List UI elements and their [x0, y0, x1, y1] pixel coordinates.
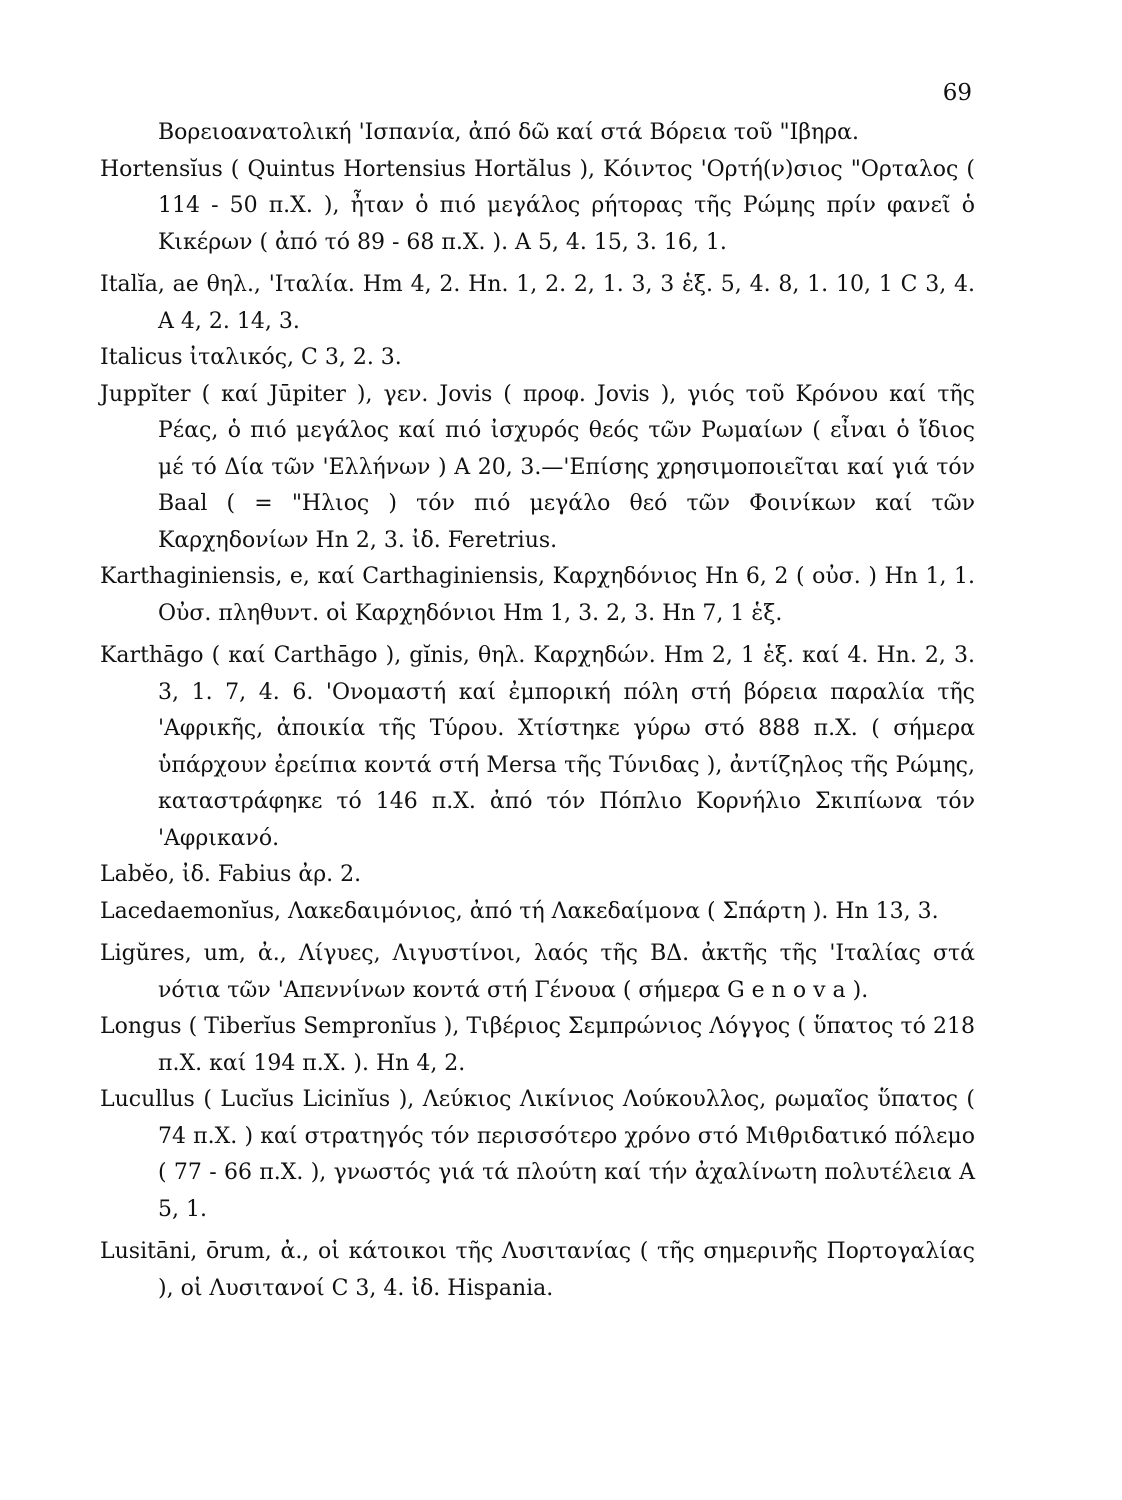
- entry-italia: Italĭa, ae θηλ., 'Ιταλία. Hm 4, 2. Hn. 1, 2. 2, 1. 3, 3 ἑξ. 5, 4. 8, 1. 10, 1 C 3, 4. A 4, 2. 14, 3.: [100, 272, 975, 334]
- entry-continuation: Βορειοανατολική 'Ισπανία, ἀπό δῶ καί στά Βόρεια τοῦ "Ιβηρα.: [158, 120, 860, 145]
- entry-italicus: Italicus ἰταλικός, C 3, 2. 3.: [100, 345, 402, 370]
- entry-karthago: Karthāgo ( καί Carthāgo ), gĭnis, θηλ. Καρχηδών. Hm 2, 1 ἑξ. καί 4. Hn. 2, 3. 3, 1. 7, 4. 6. 'Ονομαστή καί ἐμπορική πόλη στή βόρεια παραλία τῆς 'Αφρικῆς, ἀποικία τῆς Τύρου. Χτίστηκε γύρω στό 888 π.Χ. ( σήμερα ὑπάρχουν ἐρείπια κοντά στή Mersa τῆς Τύνιδας ), ἀντίζηλος τῆς Ρώμης, καταστράφηκε τό 146 π.Χ. ἀπό τόν Πόπλιο Κορνήλιο Σκιπίωνα τόν 'Αφρικανό.: [100, 643, 975, 851]
- entry-lucullus: Lucullus ( Lucĭus Licinĭus ), Λεύκιος Λικίνιος Λούκουλλος, ρωμαῖος ὕπατος ( 74 π.Χ. ) καί στρατηγός τόν περισσότερο χρόνο στό Μιθριδατικό πόλεμο ( 77 - 66 π.Χ. ), γνωστός γιά τά πλούτη καί τήν ἀχαλίνωτη πολυτέλεια A 5, 1.: [100, 1087, 975, 1222]
- page-number: 69: [942, 80, 972, 106]
- entry-karthaginiensis: Karthaginiensis, e, καί Carthaginiensis, Καρχηδόνιος Hn 6, 2 ( οὐσ. ) Hn 1, 1. Οὐσ. πληθυντ. οἱ Καρχηδόνιοι Hm 1, 3. 2, 3. Hn 7, 1 ἑξ.: [100, 564, 975, 626]
- entry-juppiter: Juppĭter ( καί Jūpiter ), γεν. Jovis ( προφ. Jovis ), γιός τοῦ Κρόνου καί τῆς Ρέας, ὁ πιό μεγάλος καί πιό ἰσχυρός θεός τῶν Ρωμαίων ( εἶναι ὁ ἴδιος μέ τό Δία τῶν 'Ελλήνων ) A 20, 3.—'Επίσης χρησιμοποιεῖται καί γιά τόν Baal ( = "Ηλιος ) τόν πιό μεγάλο θεό τῶν Φοινίκων καί τῶν Καρχηδονίων Hn 2, 3. ἰδ. Feretrius.: [100, 381, 975, 553]
- entry-lusitani: Lusitāni, ōrum, ἀ., οἱ κάτοικοι τῆς Λυσιτανίας ( τῆς σημερινῆς Πορτογαλίας ), οἱ Λυσιτανοί C 3, 4. ἰδ. Hispania.: [100, 1239, 975, 1301]
- entry-labeo: Labĕo, ἰδ. Fabius ἀρ. 2.: [100, 862, 362, 887]
- dictionary-entries: [100, 115, 975, 1307]
- entry-lacedaemonius: Lacedaemonĭus, Λακεδαιμόνιος, ἀπό τή Λακεδαίμονα ( Σπάρτη ). Hn 13, 3.: [100, 898, 939, 924]
- entry-ligures: Ligŭres, um, ἀ., Λίγυες, Λιγυστίνοι, λαός τῆς ΒΔ. ἀκτῆς τῆς 'Ιταλίας στά νότια τῶν 'Απεννίνων κοντά στή Γένουα ( σήμερα G e n o v a ).: [100, 941, 975, 1003]
- entry-longus: Longus ( Tiberĭus Sempronĭus ), Τιβέριος Σεμπρώνιος Λόγγος ( ὕπατος τό 218 π.Χ. καί 194 π.Χ. ). Hn 4, 2.: [100, 1014, 975, 1076]
- entry-hortensius: Hortensĭus ( Quintus Hortensius Hortălus ), Κόιντος 'Ορτή(ν)σιος "Ορταλος ( 114 - 50 π.Χ. ), ἦταν ὁ πιό μεγάλος ρήτορας τῆς Ρώμης πρίν φανεῖ ὁ Κικέρων ( ἀπό τό 89 - 68 π.Χ. ). A 5, 4. 15, 3. 16, 1.: [100, 156, 975, 255]
